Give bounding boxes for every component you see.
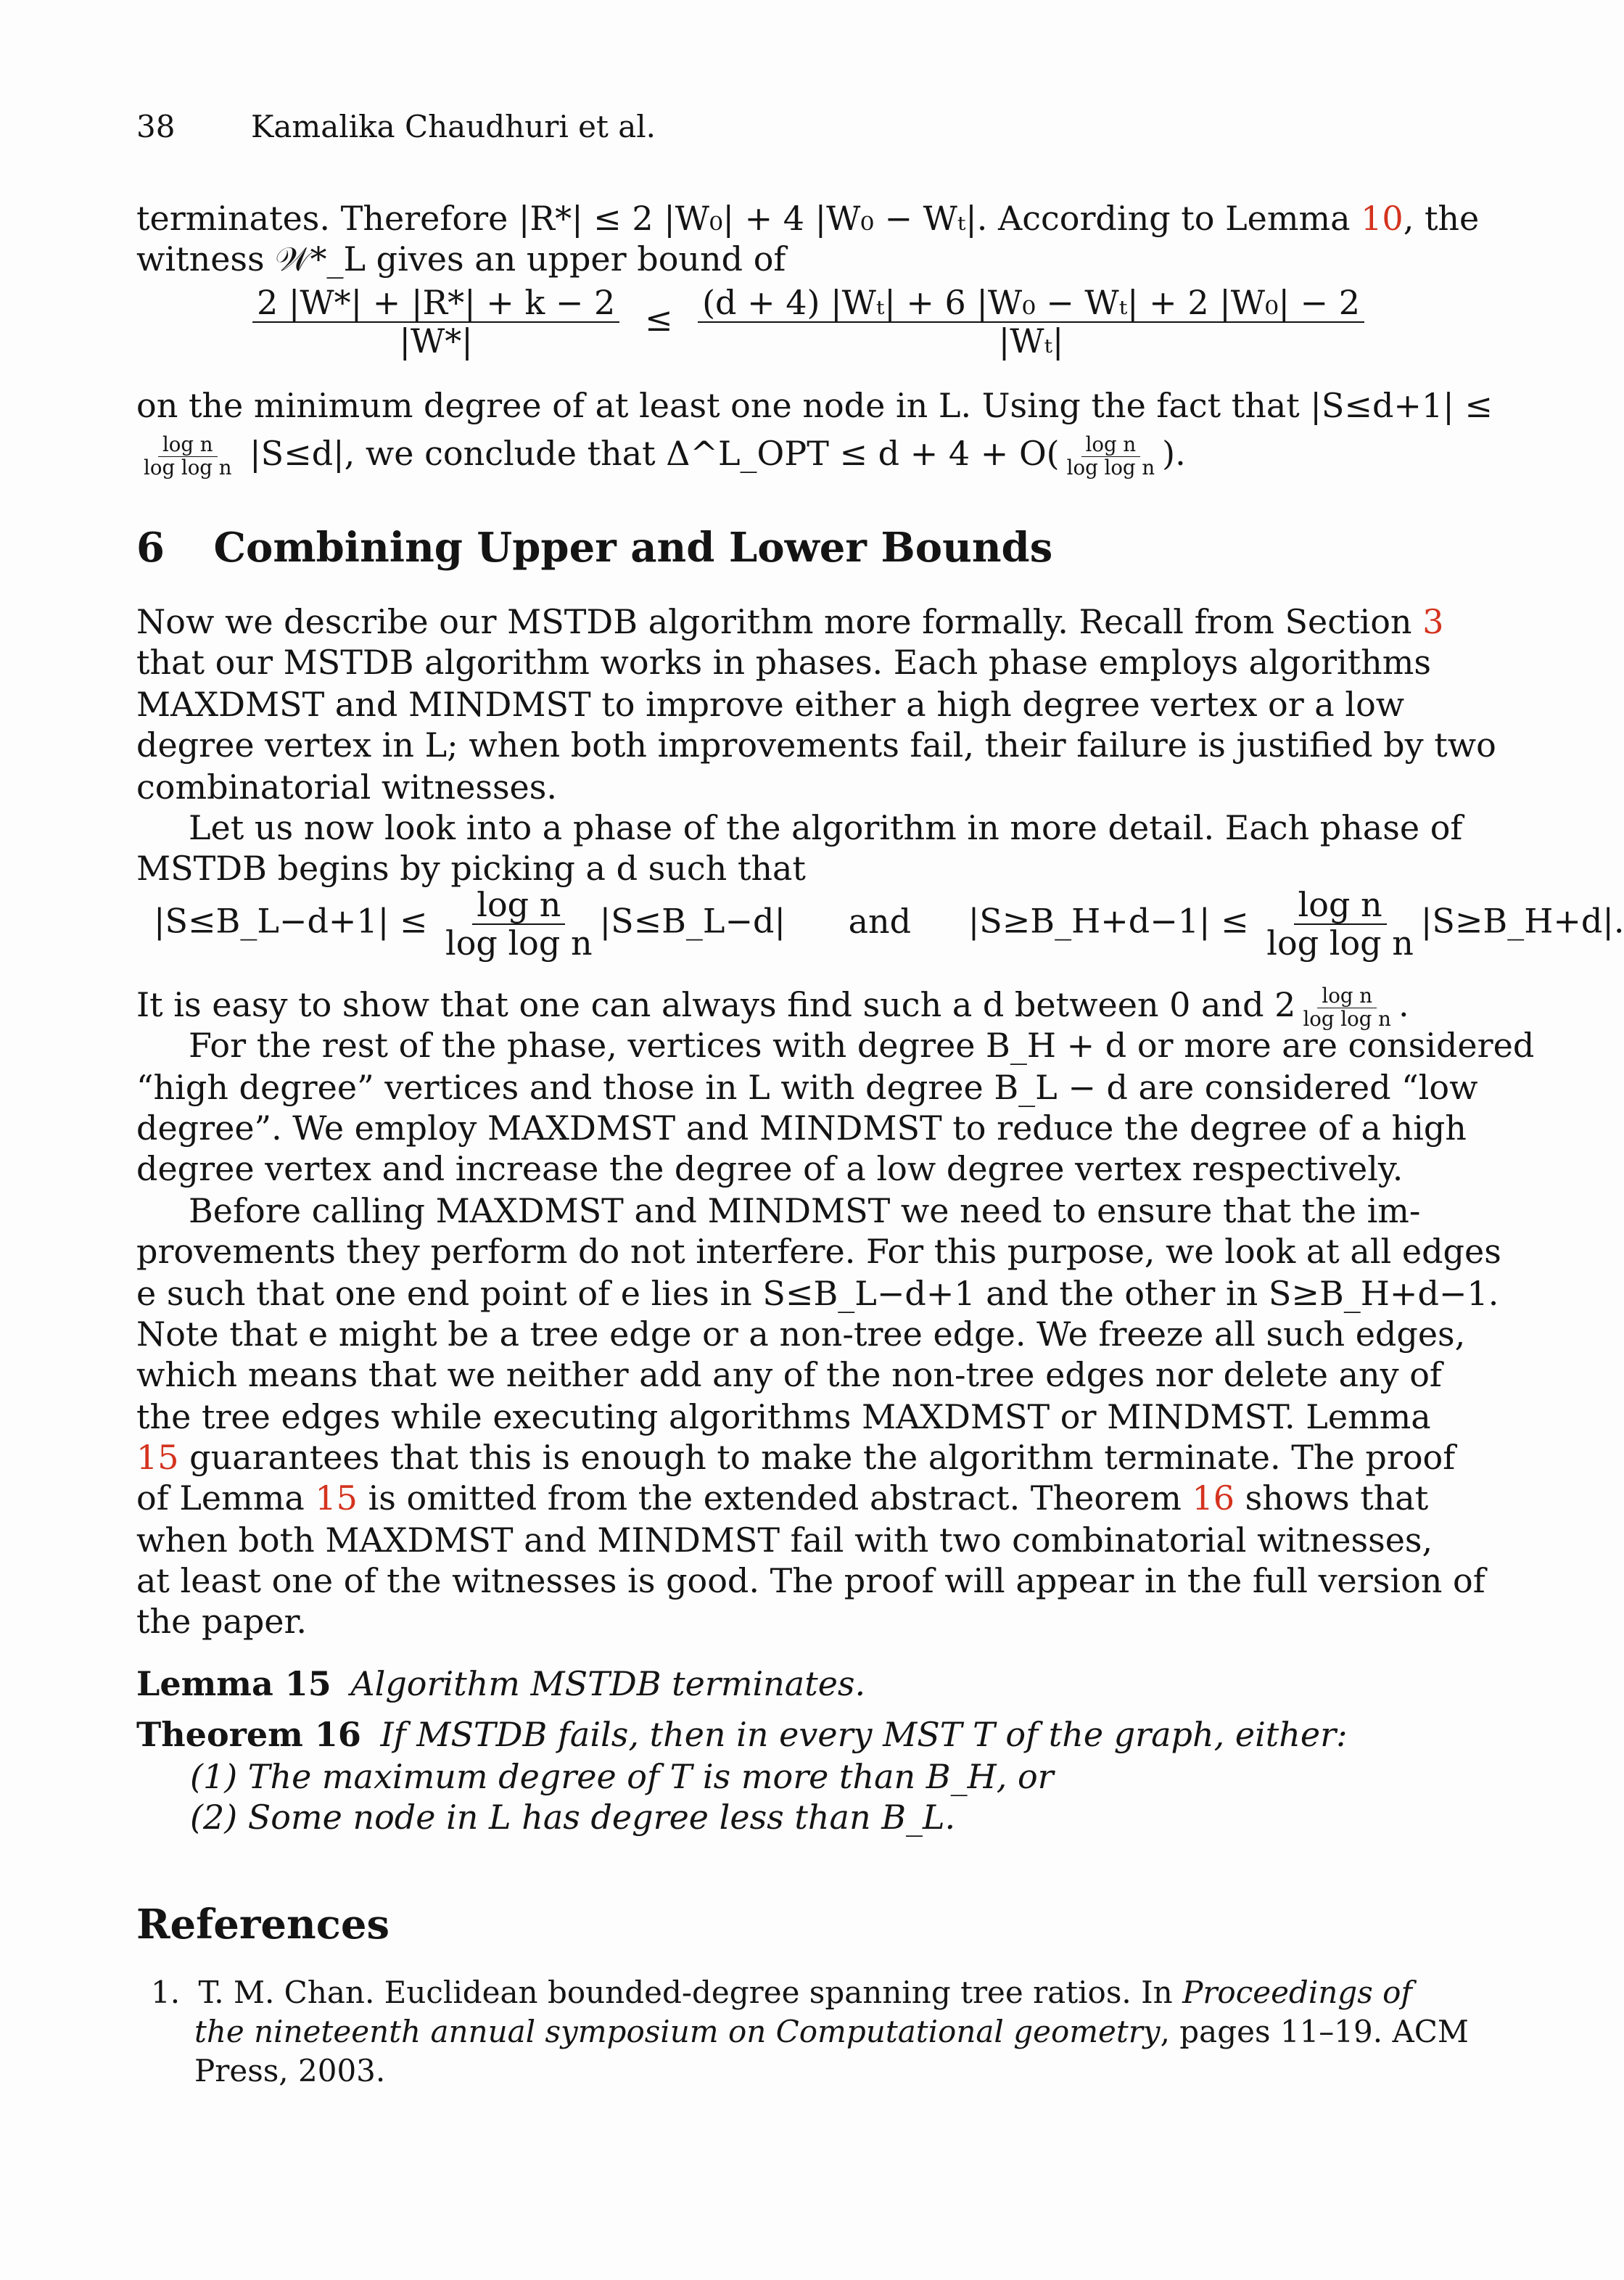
theorem-label: Theorem 16 (136, 1715, 361, 1754)
text-span: , the (1403, 199, 1480, 238)
lemma-text: Algorithm MSTDB terminates. (350, 1664, 866, 1703)
text-line: “high degree” vertices and those in L with degree B_L − d are considered “low (136, 1068, 1478, 1107)
fraction-numerator: log n (472, 886, 565, 925)
text-line: the paper. (136, 1602, 308, 1641)
text-line: provements they perform do not interfere. For this purpose, we look at all edges (136, 1232, 1501, 1271)
fraction-numerator: (d + 4) |Wₜ| + 6 |W₀ − Wₜ| + 2 |W₀| − 2 (698, 284, 1364, 323)
text-line (136, 1477, 1429, 1519)
text-line (136, 601, 1444, 643)
lemma-ref-link[interactable]: 15 (136, 1438, 179, 1477)
text-span: of Lemma (136, 1478, 316, 1518)
text-span: is omitted from the extended abstract. Theorem (357, 1478, 1192, 1518)
text-line (136, 197, 1480, 239)
theorem-text: If MSTDB fails, then in every MST T of the graph, either: (380, 1715, 1348, 1754)
text-line: degree vertex in L; when both improvements fail, their failure is justified by two (136, 725, 1496, 765)
fraction-left (252, 284, 619, 359)
theorem-item: (2) Some node in L has degree less than B_L. (190, 1798, 956, 1837)
text-span: It is easy to show that one can always find such a d between 0 and 2 (136, 985, 1296, 1024)
text-line (136, 432, 1329, 480)
fraction-denominator: log log n (1066, 455, 1155, 480)
fraction-log (441, 886, 597, 961)
section-ref-link[interactable]: 3 (1422, 602, 1444, 641)
text-span: ). (1162, 434, 1186, 473)
text-line: on the minimum degree of at least one node in L. Using the fact that |S≤d+1| ≤ (136, 386, 1493, 425)
fraction-denominator: |W*| (399, 321, 473, 361)
text-line: Note that e might be a tree edge or a non-tree edge. We freeze all such edges, (136, 1314, 1466, 1354)
fraction-numerator: 2 |W*| + |R*| + k − 2 (252, 284, 619, 323)
fraction-numerator: log n (1317, 985, 1377, 1008)
math-span: |S≥B_H+d|. (1420, 901, 1624, 941)
theorem-statement (136, 1713, 1348, 1756)
text-line: It is easy to show that one can always find such a d between 0 and 2 $\frac{\text{log n}}{\text{log log n}}$ . (136, 984, 1409, 1031)
text-span: the nineteenth annual symposium on Computational geometry (194, 2014, 1161, 2049)
running-title: Kamalika Chaudhuri et al. (251, 109, 656, 144)
lemma-label: Lemma 15 (136, 1664, 331, 1703)
lemma-ref-link[interactable]: 10 (1361, 199, 1404, 238)
text-line: e such that one end point of e lies in S≤B_L−d+1 and the other in S≥B_H+d−1. (136, 1274, 1499, 1313)
fraction-denominator: log log n (144, 455, 232, 480)
text-line: that our MSTDB algorithm works in phases. Each phase employs algorithms (136, 643, 1431, 682)
text-span: , pages 11–19. ACM (1160, 2014, 1469, 2049)
reference-line: Press, 2003. (194, 2053, 386, 2088)
text-line: Let us now look into a phase of the algorithm in more detail. Each phase of (189, 808, 1463, 847)
fraction-denominator: |Wₜ| (998, 321, 1064, 361)
text-span: terminates. Therefore |R*| ≤ 2 |W₀| + 4 |W₀ − Wₜ|. According to Lemma (136, 199, 1361, 238)
small-fraction (1298, 985, 1396, 1030)
text-line: Before calling MAXDMST and MINDMST we need to ensure that the im- (189, 1191, 1421, 1230)
math-span: |S≤B_L−d+1| ≤ (154, 901, 428, 941)
display-equation-condition (154, 886, 1624, 961)
display-equation-bound (250, 284, 1367, 359)
math-span: |S≤B_L−d| (599, 901, 786, 941)
page-number: 38 (136, 109, 176, 144)
fraction-right (698, 284, 1364, 359)
text-line: MSTDB begins by picking a d such that (136, 849, 806, 888)
reference-number: 1. (151, 1975, 181, 2010)
reference-line (194, 2011, 1469, 2053)
lemma-statement (136, 1663, 1329, 1705)
text-line: which means that we neither add any of the non-tree edges nor delete any of (136, 1355, 1442, 1394)
section-number: 6 (136, 524, 165, 572)
references-heading: References (136, 1901, 389, 1948)
text-line: when both MAXDMST and MINDMST fail with two combinatorial witnesses, (136, 1520, 1433, 1560)
text-span: T. M. Chan. Euclidean bounded-degree spanning tree ratios. In (198, 1975, 1183, 2010)
text-line: witness 𝒲*_L gives an upper bound of (136, 239, 786, 279)
text-span: Now we describe our MSTDB algorithm more formally. Recall from Section (136, 602, 1423, 641)
text-line: degree vertex and increase the degree of a low degree vertex respectively. (136, 1149, 1404, 1188)
section-heading (136, 524, 1052, 572)
theorem-ref-link[interactable]: 16 (1192, 1478, 1235, 1518)
math-span: |S≥B_H+d−1| ≤ (968, 901, 1249, 941)
fraction-log (1262, 886, 1418, 961)
conjunction-text: and (848, 901, 912, 941)
theorem-item: (1) The maximum degree of T is more than B_H, or (190, 1757, 1054, 1796)
text-span: |S≤d|, we conclude that Δ^L_OPT ≤ d + 4 + O( (250, 434, 1060, 473)
text-line (136, 1436, 1456, 1478)
lemma-ref-link[interactable]: 15 (315, 1478, 358, 1518)
text-span: guarantees that this is enough to make the algorithm terminate. The proof (178, 1438, 1456, 1477)
reference-entry (151, 1972, 1412, 2014)
section-title: Combining Upper and Lower Bounds (213, 524, 1053, 572)
fraction-denominator: log log n (1303, 1006, 1391, 1031)
text-line: the tree edges while executing algorithms MAXDMST or MINDMST. Lemma (136, 1397, 1431, 1436)
fraction-denominator: log log n (445, 923, 593, 963)
fraction-numerator: log n (1081, 434, 1141, 456)
fraction-denominator: log log n (1266, 923, 1414, 963)
relation-symbol: ≤ (644, 299, 673, 339)
text-line: at least one of the witnesses is good. The proof will appear in the full version of (136, 1561, 1485, 1600)
fraction-numerator: log n (1294, 886, 1387, 925)
fraction-numerator: log n (158, 434, 218, 456)
text-line: combinatorial witnesses. (136, 767, 558, 807)
text-line: degree”. We employ MAXDMST and MINDMST to reduce the degree of a high (136, 1108, 1467, 1148)
text-span: shows that (1235, 1478, 1429, 1518)
small-fraction (1063, 434, 1160, 479)
text-span: Proceedings of (1182, 1975, 1412, 2010)
text-line: MAXDMST and MINDMST to improve either a high degree vertex or a low (136, 685, 1405, 724)
small-fraction (139, 434, 236, 479)
text-line: For the rest of the phase, vertices with degree B_H + d or more are considered (189, 1026, 1535, 1065)
